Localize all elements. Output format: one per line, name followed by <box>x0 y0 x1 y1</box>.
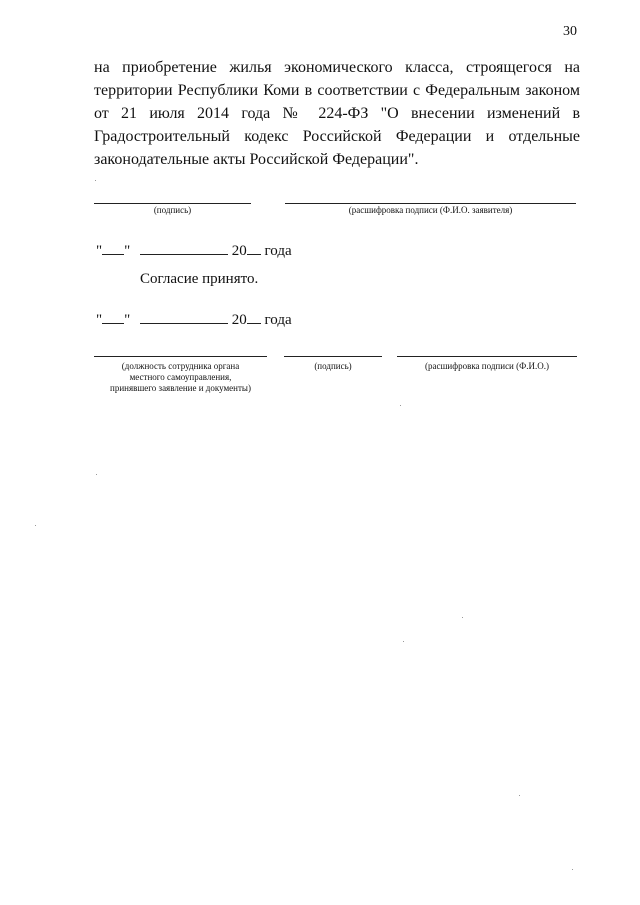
month-blank <box>140 309 228 324</box>
scan-speck <box>572 869 573 870</box>
paragraph-line: территории Республики Коми в соответствии с Федеральным законом <box>94 82 580 99</box>
open-quote: " <box>96 312 103 328</box>
paragraph-line: законодательные акты Российской Федерации". <box>94 151 419 168</box>
scan-speck <box>35 525 36 526</box>
year-prefix: 20 <box>231 312 247 328</box>
year-blank <box>247 309 261 324</box>
official-position-line <box>94 356 267 357</box>
official-signature-caption: (подпись) <box>314 361 352 371</box>
official-name-line <box>397 356 577 357</box>
official-signature-line <box>284 356 382 357</box>
scan-speck <box>96 474 97 475</box>
position-caption-line: местного самоуправления, <box>129 372 232 382</box>
page-number: 30 <box>563 24 577 39</box>
body-paragraph <box>94 56 580 171</box>
paragraph-line: Градостроительный кодекс Российской Федерации и отдельные <box>94 128 580 145</box>
day-blank <box>102 309 124 324</box>
year-blank <box>247 240 261 255</box>
applicant-signature-line <box>94 203 251 204</box>
consent-text: Согласие принято. <box>140 271 259 287</box>
date-line-2 <box>96 309 292 329</box>
applicant-name-caption: (расшифровка подписи (Ф.И.О. заявителя) <box>348 205 513 215</box>
official-name-caption: (расшифровка подписи (Ф.И.О.) <box>425 361 549 371</box>
year-suffix: года <box>264 312 292 328</box>
paragraph-line: на приобретение жилья экономического класса, строящегося на <box>94 59 580 76</box>
paragraph-line: от 21 июля 2014 года № 224-ФЗ "О внесении изменений в <box>94 105 580 122</box>
date-line-1 <box>96 240 292 260</box>
close-quote: " <box>124 312 131 328</box>
applicant-signature-caption: (подпись) <box>153 205 192 215</box>
close-quote: " <box>124 243 131 259</box>
year-suffix: года <box>264 243 292 259</box>
open-quote: " <box>96 243 103 259</box>
position-caption-line: принявшего заявление и документы) <box>110 383 251 393</box>
official-position-caption <box>94 361 267 394</box>
position-caption-line: (должность сотрудника органа <box>121 361 240 371</box>
scan-speck <box>462 617 463 618</box>
year-prefix: 20 <box>231 243 247 259</box>
applicant-name-line <box>285 203 576 204</box>
scan-speck <box>400 405 401 406</box>
scan-speck <box>403 641 404 642</box>
scan-speck <box>519 795 520 796</box>
month-blank <box>140 240 228 255</box>
scan-speck <box>95 180 96 181</box>
day-blank <box>102 240 124 255</box>
